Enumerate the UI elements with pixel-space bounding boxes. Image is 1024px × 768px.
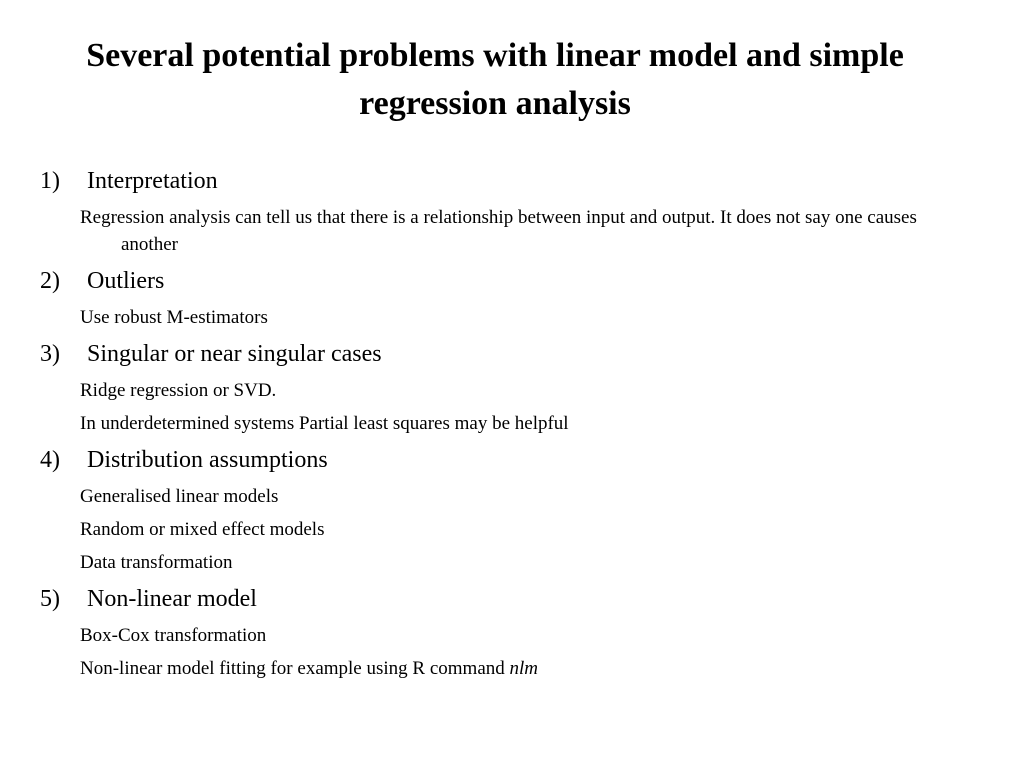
item-point: Regression analysis can tell us that there is a relationship between input and output. It does not say one causes another [80,207,917,255]
list-item-outliers [40,266,970,331]
item-point: Ridge regression or SVD. [80,380,277,401]
item-heading-text: Distribution assumptions [87,447,328,473]
item-heading [40,166,970,196]
item-point-text: Non-linear model fitting for example using R command [80,658,510,679]
list-item-distribution-assumptions [40,445,970,576]
item-point: Use robust M-estimators [80,307,268,328]
item-point: Box-Cox transformation [80,625,267,646]
item-point: Random or mixed effect models [80,519,325,540]
item-heading [40,339,970,369]
item-number: 3) [40,341,60,367]
item-heading [40,584,970,614]
item-point: In underdetermined systems Partial least squares may be helpful [80,413,569,434]
r-command-name: nlm [509,658,539,679]
slide-title: Several potential problems with linear model and simple regression analysis [86,37,904,122]
item-number: 4) [40,447,60,473]
item-heading-text: Non-linear model [87,586,257,612]
item-point: Generalised linear models [80,486,279,507]
item-point-with-code [40,655,970,682]
item-number: 5) [40,586,60,612]
list-item-singular-cases [40,339,970,437]
item-number: 1) [40,168,60,194]
item-point: Data transformation [80,552,233,573]
item-heading [40,266,970,296]
item-number: 2) [40,268,60,294]
list-item-non-linear-model [40,584,970,682]
slide-body [40,166,970,688]
item-heading-text: Singular or near singular cases [87,341,382,367]
item-heading-text: Outliers [87,268,165,294]
item-heading-text: Interpretation [87,168,218,194]
item-heading [40,445,970,475]
list-item-interpretation [40,166,970,258]
